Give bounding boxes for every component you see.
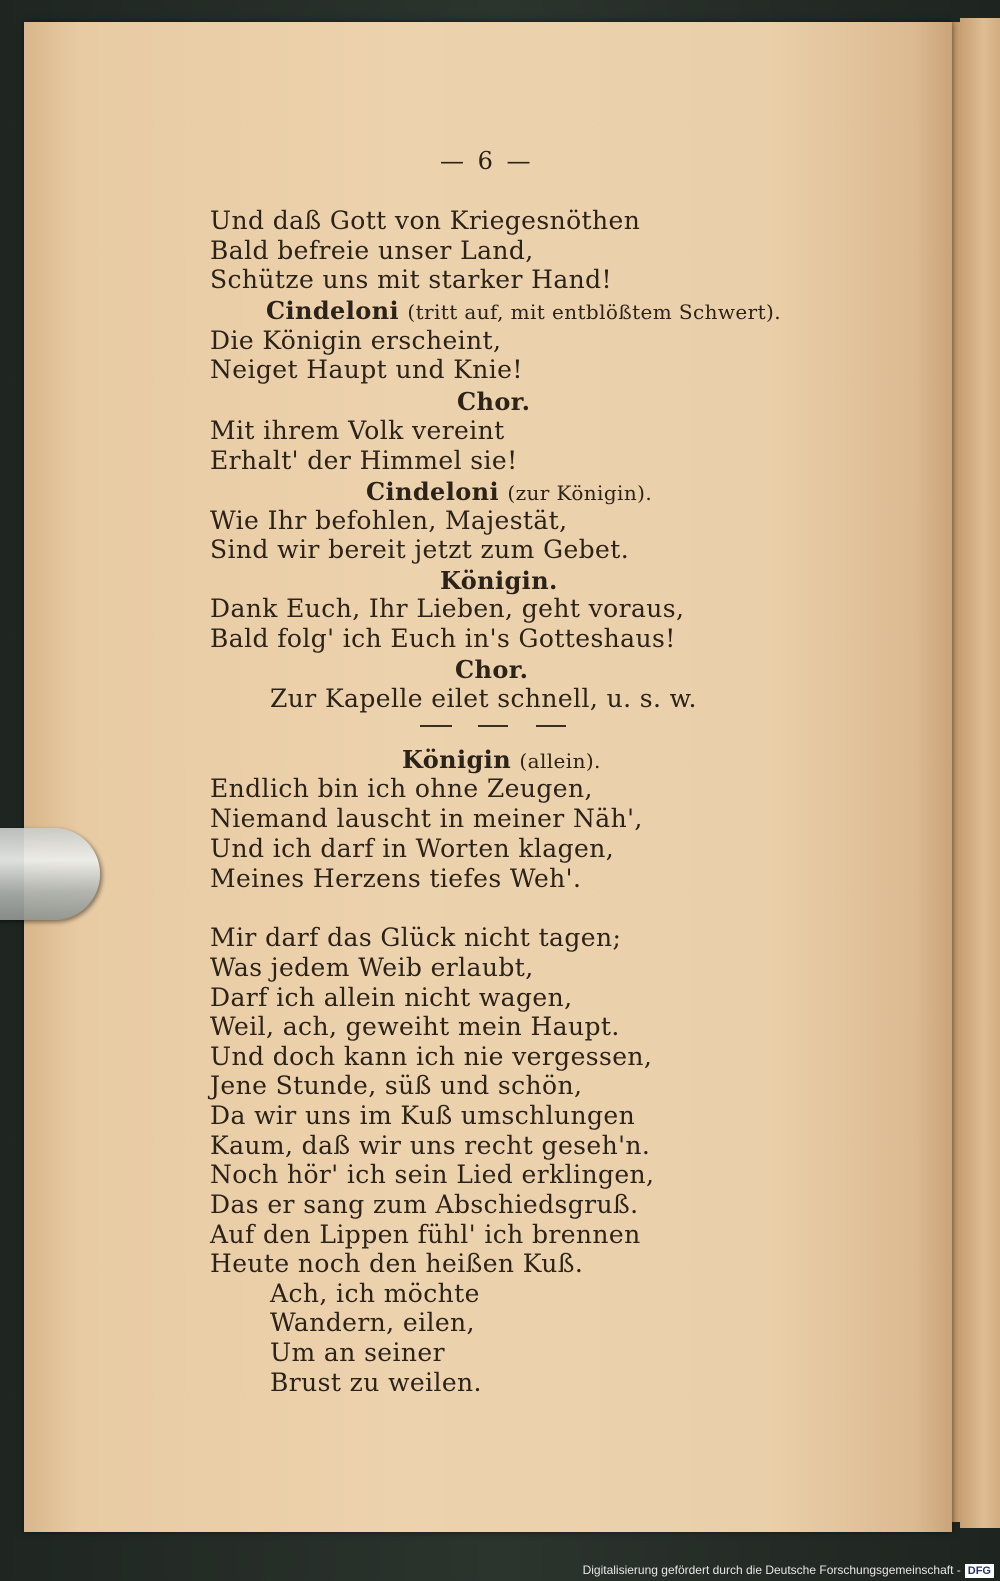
speaker-name: Chor. xyxy=(455,655,529,684)
verse-line: Schütze uns mit starker Hand! xyxy=(210,265,612,294)
verse-line: Das er sang zum Abschiedsgruß. xyxy=(210,1190,639,1219)
verse-line: Brust zu weilen. xyxy=(270,1368,482,1397)
verse-line: Meines Herzens tiefes Weh'. xyxy=(210,864,582,893)
section-divider xyxy=(536,725,566,727)
verse-line: Mit ihrem Volk vereint xyxy=(210,416,505,445)
verse-line: Zur Kapelle eilet schnell, u. s. w. xyxy=(270,684,697,713)
stage-direction: (zur Königin). xyxy=(507,481,653,505)
verse-line: Und doch kann ich nie vergessen, xyxy=(210,1042,653,1071)
verse-line: Auf den Lippen fühl' ich brennen xyxy=(210,1220,641,1249)
speaker-name: Königin. xyxy=(440,566,558,595)
verse-line: Ach, ich möchte xyxy=(270,1279,480,1308)
verse-line: Neiget Haupt und Knie! xyxy=(210,355,523,384)
verse-line: Und ich darf in Worten klagen, xyxy=(210,834,615,863)
speaker-heading-chor xyxy=(457,387,530,417)
section-divider xyxy=(420,725,452,727)
speaker-name: Cindeloni xyxy=(266,296,400,325)
section-divider xyxy=(478,725,508,727)
verse-line: Darf ich allein nicht wagen, xyxy=(210,983,573,1012)
speaker-heading-cindeloni xyxy=(266,296,781,327)
verse-line: Kaum, daß wir uns recht geseh'n. xyxy=(210,1131,651,1160)
verse-line: Um an seiner xyxy=(270,1338,445,1367)
verse-line: Bald folg' ich Euch in's Gotteshaus! xyxy=(210,624,676,653)
stage-direction: (allein). xyxy=(519,749,601,773)
verse-line: Sind wir bereit jetzt zum Gebet. xyxy=(210,535,630,564)
speaker-heading-koenigin xyxy=(440,566,558,596)
verse-line: Die Königin erscheint, xyxy=(210,326,502,355)
verse-line: Wandern, eilen, xyxy=(270,1308,475,1337)
digitization-credit xyxy=(583,1563,994,1578)
verse-line: Wie Ihr befohlen, Majestät, xyxy=(210,506,568,535)
verse-line: Weil, ach, geweiht mein Haupt. xyxy=(210,1012,620,1041)
verse-line: Bald befreie unser Land, xyxy=(210,236,534,265)
verse-line: Da wir uns im Kuß umschlungen xyxy=(210,1101,636,1130)
verse-line: Erhalt' der Himmel sie! xyxy=(210,446,518,475)
speaker-heading-chor xyxy=(455,655,528,685)
credit-text: Digitalisierung gefördert durch die Deutsche Forschungsgemeinschaft - xyxy=(582,1563,961,1577)
verse-line: Noch hör' ich sein Lied erklingen, xyxy=(210,1160,655,1189)
speaker-name: Chor. xyxy=(457,387,531,416)
verse-line: Heute noch den heißen Kuß. xyxy=(210,1249,584,1278)
speaker-name: Königin xyxy=(402,745,512,774)
verse-line: Mir darf das Glück nicht tagen; xyxy=(210,923,622,952)
verse-line: Endlich bin ich ohne Zeugen, xyxy=(210,774,593,803)
verse-line: Was jedem Weib erlaubt, xyxy=(210,953,534,982)
stage-direction: (tritt auf, mit entblößtem Schwert). xyxy=(407,300,782,324)
speaker-heading-cindeloni xyxy=(366,477,652,508)
speaker-name: Cindeloni xyxy=(366,477,500,506)
page-number: — 6 — xyxy=(440,147,534,175)
verse-line: Und daß Gott von Kriegesnöthen xyxy=(210,206,641,235)
verse-line: Dank Euch, Ihr Lieben, geht voraus, xyxy=(210,594,685,623)
verse-line: Niemand lauscht in meiner Näh', xyxy=(210,804,643,833)
dfg-logo: DFG xyxy=(965,1564,994,1578)
verse-line: Jene Stunde, süß und schön, xyxy=(210,1071,583,1100)
speaker-heading-koenigin xyxy=(402,745,601,776)
